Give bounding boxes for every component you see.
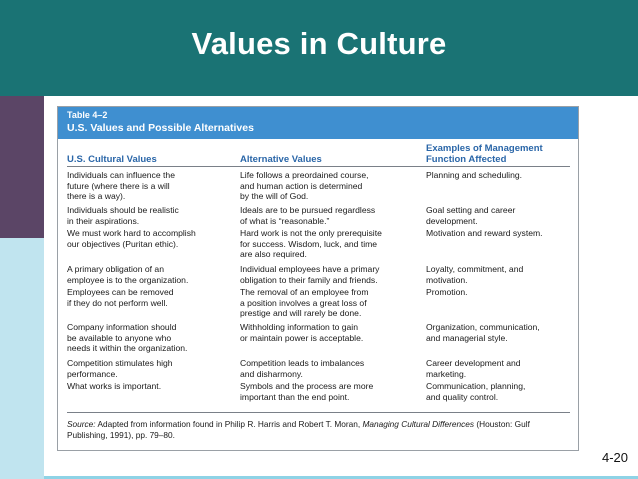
source-book-title: Managing Cultural Differences bbox=[362, 419, 475, 429]
row-3-management-function: Motivation and reward system. bbox=[426, 228, 543, 238]
source-text-before: Adapted from information found in Philip R. Harris and Robert T. Moran, bbox=[95, 419, 363, 429]
row-7-us-value: Competition stimulates high performance. bbox=[67, 358, 173, 379]
table-header bbox=[58, 107, 578, 139]
row-6-management-function: Organization, communication, and managerial style. bbox=[426, 322, 540, 343]
row-1-management-function: Planning and scheduling. bbox=[426, 170, 523, 180]
row-1-us-value: Individuals can influence the future (where there is a will there is a way). bbox=[67, 170, 175, 202]
row-2-management-function: Goal setting and career development. bbox=[426, 205, 516, 226]
row-3-alternative-value: Hard work is not the only prerequisite for success. Wisdom, luck, and time are also required. bbox=[240, 228, 382, 260]
page-number: 4-20 bbox=[601, 450, 628, 465]
row-7-management-function: Career development and marketing. bbox=[426, 358, 521, 379]
row-8-alternative-value: Symbols and the process are more important than the end point. bbox=[240, 381, 374, 402]
source-text-after: (Houston: Gulf Publishing, 1991), pp. 79–80. bbox=[67, 419, 530, 440]
row-7-alternative-value: Competition leads to imbalances and disharmony. bbox=[240, 358, 365, 379]
column-heading-us-values: U.S. Cultural Values bbox=[67, 154, 157, 165]
side-accent-light bbox=[0, 238, 44, 479]
row-6-alternative-value: Withholding information to gain or maintain power is acceptable. bbox=[240, 322, 364, 343]
title-bar bbox=[0, 0, 638, 96]
row-8-us-value: What works is important. bbox=[67, 381, 162, 391]
row-5-alternative-value: The removal of an employee from a position involves a great loss of prestige and will rarely be done. bbox=[240, 287, 369, 319]
row-5-us-value: Employees can be removed if they do not perform well. bbox=[67, 287, 174, 308]
header-rule bbox=[67, 166, 570, 167]
source-label: Source: bbox=[67, 419, 96, 429]
row-1-alternative-value: Life follows a preordained course, and human action is determined by the will of God. bbox=[240, 170, 369, 202]
table-card bbox=[57, 106, 579, 451]
row-6-us-value: Company information should be available to anyone who needs it within the organization. bbox=[67, 322, 188, 354]
footer-rule bbox=[67, 412, 570, 413]
row-4-alternative-value: Individual employees have a primary obligation to their family and friends. bbox=[240, 264, 380, 285]
row-5-management-function: Promotion. bbox=[426, 287, 468, 297]
row-4-management-function: Loyalty, commitment, and motivation. bbox=[426, 264, 524, 285]
row-4-us-value: A primary obligation of an employee is to the organization. bbox=[67, 264, 189, 285]
row-3-us-value: We must work hard to accomplish our objectives (Puritan ethic). bbox=[67, 228, 196, 249]
side-accent-purple bbox=[0, 96, 44, 238]
table-caption: U.S. Values and Possible Alternatives bbox=[67, 122, 254, 134]
row-2-us-value: Individuals should be realistic in their aspirations. bbox=[67, 205, 179, 226]
column-heading-alternative-values: Alternative Values bbox=[240, 154, 322, 165]
table-number: Table 4–2 bbox=[67, 110, 108, 120]
row-2-alternative-value: Ideals are to be pursued regardless of what is “reasonable.” bbox=[240, 205, 376, 226]
row-8-management-function: Communication, planning, and quality control. bbox=[426, 381, 526, 402]
source-note bbox=[67, 419, 572, 440]
column-heading-management-function: Examples of Management Function Affected bbox=[426, 143, 543, 165]
slide-title: Values in Culture bbox=[191, 26, 447, 61]
